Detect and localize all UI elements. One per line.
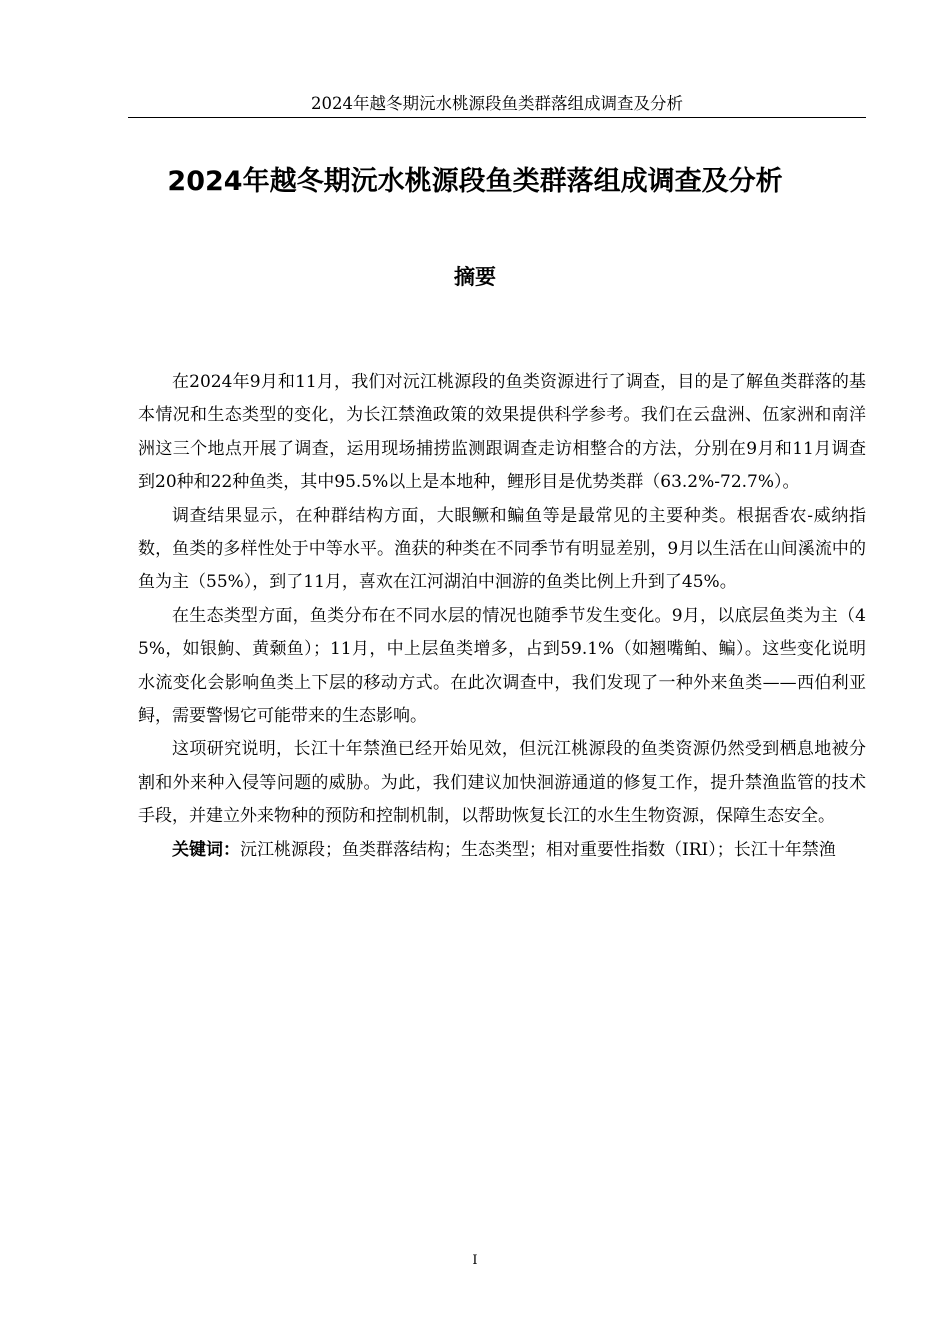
keywords-line (138, 834, 866, 867)
keywords-label: 关键词： (172, 839, 240, 860)
abstract-paragraph-3: 在生态类型方面，鱼类分布在不同水层的情况也随季节发生变化。9月，以底层鱼类为主（45%，如银鮈、黄颡鱼）；11月，中上层鱼类增多，占到59.1%（如翘嘴鲌、鳊）。这些变化说明水流变化会影响鱼类上下层的移动方式。在此次调查中，我们发现了一种外来鱼类——西伯利亚鲟，需要警惕它可能带来的生态影响。 (138, 605, 866, 727)
abstract-heading: 摘要 (454, 265, 496, 289)
page-number: I (472, 1253, 478, 1268)
running-header: 2024年越冬期沅水桃源段鱼类群落组成调查及分析 (311, 94, 683, 113)
abstract-paragraph-1: 在2024年9月和11月，我们对沅江桃源段的鱼类资源进行了调查，目的是了解鱼类群落的基本情况和生态类型的变化，为长江禁渔政策的效果提供科学参考。我们在云盘洲、伍家洲和南洋洲这三个地点开展了调查，运用现场捕捞监测跟调查走访相整合的方法，分别在9月和11月调查到20种和22种鱼类，其中95.5%以上是本地种，鲤形目是优势类群（63.2%-72.7%）。 (138, 372, 866, 493)
header-rule (128, 117, 866, 118)
document-title: 2024年越冬期沅水桃源段鱼类群落组成调查及分析 (167, 166, 783, 197)
abstract-paragraph-4: 这项研究说明，长江十年禁渔已经开始见效，但沅江桃源段的鱼类资源仍然受到栖息地被分割和外来种入侵等问题的威胁。为此，我们建议加快洄游通道的修复工作，提升禁渔监管的技术手段，并建立外来物种的预防和控制机制，以帮助恢复长江的水生生物资源，保障生态安全。 (138, 739, 866, 827)
abstract-paragraph-2: 调查结果显示，在种群结构方面，大眼鳜和鳊鱼等是最常见的主要种类。根据香农-威纳指数，鱼类的多样性处于中等水平。渔获的种类在不同季节有明显差别，9月以生活在山间溪流中的鱼为主（55%），到了11月，喜欢在江河湖泊中洄游的鱼类比例上升到了45%。 (138, 505, 866, 593)
keywords-text: 沅江桃源段；鱼类群落结构；生态类型；相对重要性指数（IRI）；长江十年禁渔 (240, 839, 836, 860)
abstract-body (138, 366, 866, 867)
